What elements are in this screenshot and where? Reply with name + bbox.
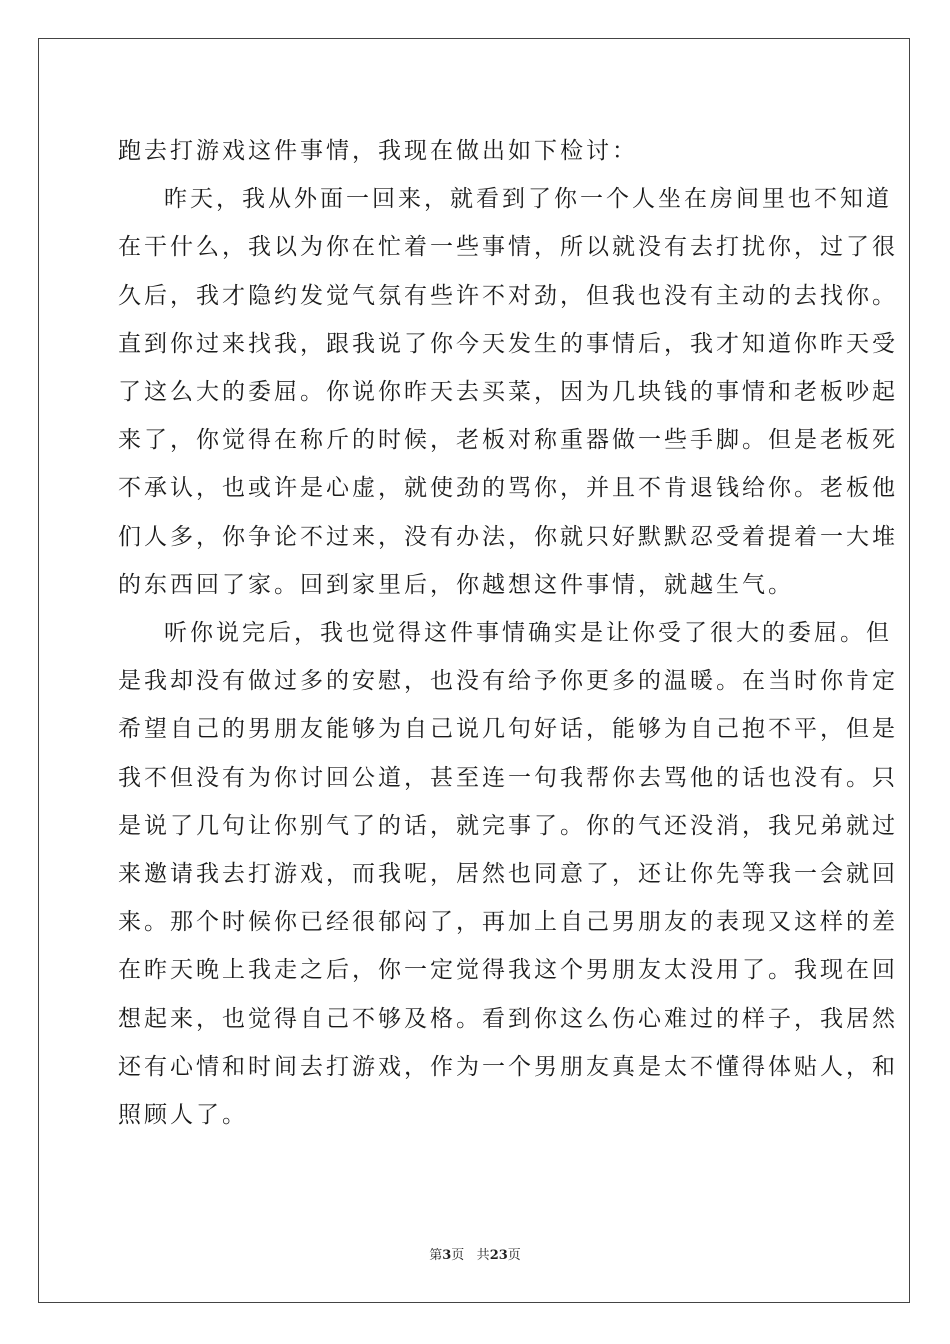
total-pages: 23 <box>489 1248 508 1263</box>
total-label-prefix: 共 <box>476 1248 490 1263</box>
paragraph-line: 跑去打游戏这件事情，我现在做出如下检讨： <box>118 138 638 164</box>
paragraph-line: 是说了几句让你别气了的话，就完事了。你的气还没消，我兄弟就过 <box>118 812 898 839</box>
paragraph-line: 听你说完后，我也觉得这件事情确实是让你受了很大的委屈。但 <box>164 620 892 646</box>
paragraph-line: 直到你过来找我，跟我说了你今天发生的事情后，我才知道你昨天受 <box>118 330 898 357</box>
page-label-suffix: 页 <box>451 1248 465 1263</box>
paragraph-line: 了这么大的委屈。你说你昨天去买菜，因为几块钱的事情和老板吵起 <box>118 379 898 405</box>
page-number: 3 <box>442 1248 452 1263</box>
paragraph-line: 昨天，我从外面一回来，就看到了你一个人坐在房间里也不知道 <box>164 186 892 213</box>
paragraph-line: 还有心情和时间去打游戏，作为一个男朋友真是太不懂得体贴人，和 <box>118 1053 898 1080</box>
paragraph-line: 想起来，也觉得自己不够及格。看到你这么伤心难过的样子，我居然 <box>118 1005 898 1032</box>
paragraph-line: 我不但没有为你讨回公道，甚至连一句我帮你去骂他的话也没有。只 <box>118 764 898 791</box>
paragraph-line: 来。那个时候你已经很郁闷了，再加上自己男朋友的表现又这样的差 <box>118 909 898 936</box>
paragraph-line: 不承认，也或许是心虚，就使劲的骂你，并且不肯退钱给你。老板他 <box>118 475 898 502</box>
paragraph-line: 来邀请我去打游戏，而我呢，居然也同意了，还让你先等我一会就回 <box>118 861 898 887</box>
paragraph-line: 的东西回了家。回到家里后，你越想这件事情，就越生气。 <box>118 571 794 598</box>
paragraph-line: 希望自己的男朋友能够为自己说几句好话，能够为自己抱不平，但是 <box>118 716 898 743</box>
paragraph-line: 在干什么，我以为你在忙着一些事情，所以就没有去打扰你，过了很 <box>118 234 898 261</box>
paragraph-line: 们人多，你争论不过来，没有办法，你就只好默默忍受着提着一大堆 <box>118 523 898 550</box>
page-footer <box>0 1248 950 1264</box>
paragraph-line: 是我却没有做过多的安慰，也没有给予你更多的温暖。在当时你肯定 <box>118 668 898 695</box>
paragraph-line: 久后，我才隐约发觉气氛有些许不对劲，但我也没有主动的去找你。 <box>118 282 898 309</box>
paragraph-line: 在昨天晚上我走之后，你一定觉得我这个男朋友太没用了。我现在回 <box>118 957 898 984</box>
page-label-prefix: 第 <box>429 1248 443 1263</box>
total-label-suffix: 页 <box>507 1248 521 1263</box>
paragraph-line: 来了，你觉得在称斤的时候，老板对称重器做一些手脚。但是老板死 <box>118 427 898 454</box>
paragraph-line: 照顾人了。 <box>118 1102 248 1128</box>
